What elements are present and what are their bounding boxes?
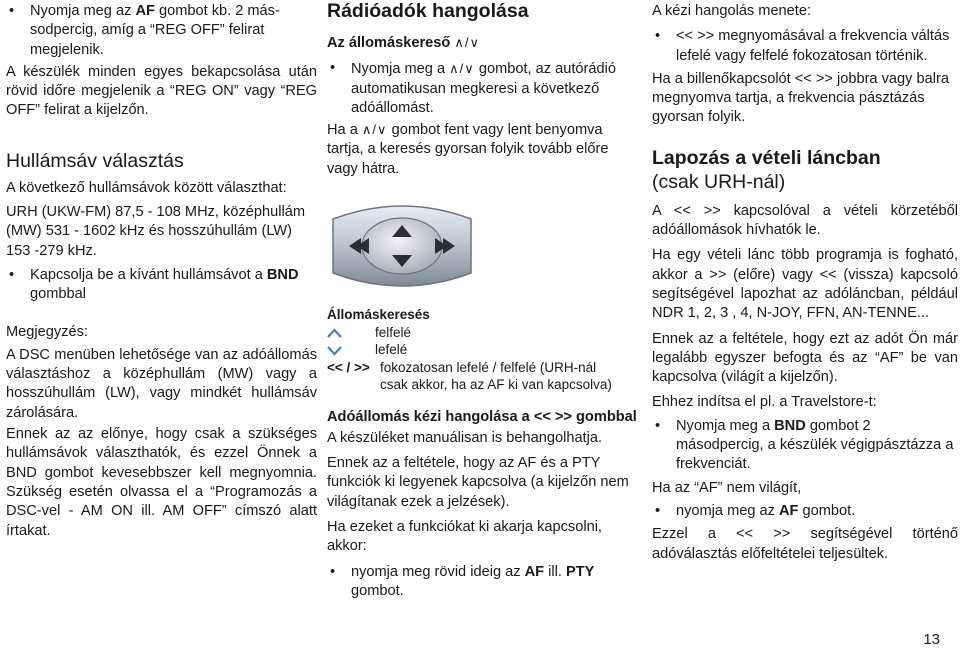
paragraph-prerequisites-met: Ezzel a << >> segítségével történő adóválasztás előfeltételei teljesültek. (652, 526, 958, 562)
bullet-af-reg: • Nyomja meg az AF gombot kb. 2 más-sodpercig, amíg a “REG OFF” felirat megjelenik. (6, 2, 317, 60)
paragraph-hold-seek: Ha a ∧/∨ gombot fent vagy lent benyomva tartja, a keresés gyorsan folyik tovább előre vagy hátra. (327, 122, 609, 177)
legend-row-step-note: csak akkor, ha az AF ki van kapcsolva) (380, 377, 612, 393)
bullet-bnd: • Kapcsolja be a kívánt hullámsávot a BND gombbal (6, 266, 317, 305)
bullet-seek: • Nyomja meg a ∧/∨ gombot, az autórádió automatikusan megkeresi a következő adóállomást. (327, 59, 637, 118)
paragraph-chain-browse: Ha egy vételi lánc több programja is fogható, akkor a >> (előre) vagy << (vissza) kapcsoló segítségével lapozhat az adóláncban, például NDR 1, 2, 3 , 4, N-JOY, FFN, AN-TENNE... (652, 247, 958, 322)
paragraph-switch-off: Ha ezeket a funkciókat ki akarja kapcsolni, akkor: (327, 519, 602, 555)
paragraph-manual-steps: A kézi hangolás menete: (652, 3, 812, 19)
paragraph-af-pty-condition: Ennek az a feltétele, hogy az AF és a PTY funkciók ki legyenek kapcsolva (a kijelzőn nem világítanak ezek a jelzések). (327, 455, 629, 510)
paragraph-chain-condition: Ennek az a feltétele, hogy ezt az adót Ön már legalább egyszer befogta és az “AF” be van kapcsolva (világít a kijelzőn). (652, 330, 958, 386)
column-right (652, 0, 958, 564)
bullet-step-frequency: • << >> megnyomásával a frekvencia váltás lefelé vagy felfelé fokozatosan történik. (652, 27, 958, 66)
bullet-af-pty: • nyomja meg rövid ideig az AF ill. PTY gombot. (327, 563, 637, 602)
legend-row-up: felfelé (327, 324, 637, 342)
note-paragraph-1: A DSC menüben lehetősége van az adóállomás választáshoz a középhullám (MW) vagy a hosszúhullám (LW), vagy mindkét hullámsáv zárolására. (6, 346, 317, 421)
paragraph-travelstore: Ehhez indítsa el pl. a Travelstore-t: (652, 394, 877, 411)
page-number: 13 (923, 631, 940, 648)
subheading-seek: Az állomáskereső ∧/∨ (327, 35, 481, 51)
paragraph-band-intro: A következő hullámsávok között választhat: (6, 179, 287, 196)
paragraph-af-not-lit: Ha az “AF” nem világít, (652, 479, 802, 496)
column-left (6, 0, 317, 541)
paragraph-band-ranges: URH (UKW-FM) 87,5 - 108 MHz, középhullám (MW) 531 - 1602 kHz és hosszúhullám (LW) 153 -279 kHz. (6, 204, 305, 259)
bullet-bnd-scan: • Nyomja meg a BND gombot 2 másodpercig, a készülék végigpásztázza a frekvenciát. (652, 417, 958, 475)
up-arrow-icon (327, 328, 342, 339)
paragraph-rocker-scan: Ha a billenőkapcsolót << >> jobbra vagy balra megnyomva tartja, a frekvencia pásztázás gyorsan folyik. (652, 70, 949, 126)
paragraph-chain-intro: A << >> kapcsolóval a vételi körzetéből adóállomások hívhatók le. (652, 202, 958, 239)
note-label: Megjegyzés: (6, 323, 88, 340)
heading-band-selection: Hullámsáv választás (6, 149, 184, 172)
paragraph-manual: A készüléket manuálisan is behangolhatja. (327, 429, 603, 446)
heading-chain-browse: Lapozás a vételi láncban (652, 146, 881, 169)
paragraph-reg-display: A készülék minden egyes bekapcsolása után rövid időre megjelenik a “REG ON” vagy “REG OFF” felirat a kijelzőn. (6, 63, 317, 119)
legend-row-step: << / >> fokozatosan lefelé / felfelé (URH-nál (327, 359, 597, 375)
bullet-press-af: • nyomja meg az AF gombot. (652, 502, 958, 521)
subheading-manual-tuning: Adóállomás kézi hangolása a << >> gombbal (327, 408, 637, 425)
heading-tuning: Rádióadók hangolása (327, 0, 529, 22)
column-middle (327, 0, 637, 601)
legend-row-down: lefelé (327, 341, 637, 359)
legend-title: Állomáskeresés (327, 307, 430, 323)
heading-chain-browse-note: (csak URH-nál) (652, 170, 786, 193)
down-arrow-icon (327, 345, 342, 356)
control-knob-illustration (327, 201, 477, 291)
note-paragraph-2: Ennek az az előnye, hogy csak a szükséges hullámsávok választhatók, és ezzel Önnek a BND gombot kevesebbszer kell megnyomnia. Szükség esetén olvassa el a “Programozás a DSC-vel - AM ON ill. AM OFF” címszó alatt írtakat. (6, 426, 317, 539)
